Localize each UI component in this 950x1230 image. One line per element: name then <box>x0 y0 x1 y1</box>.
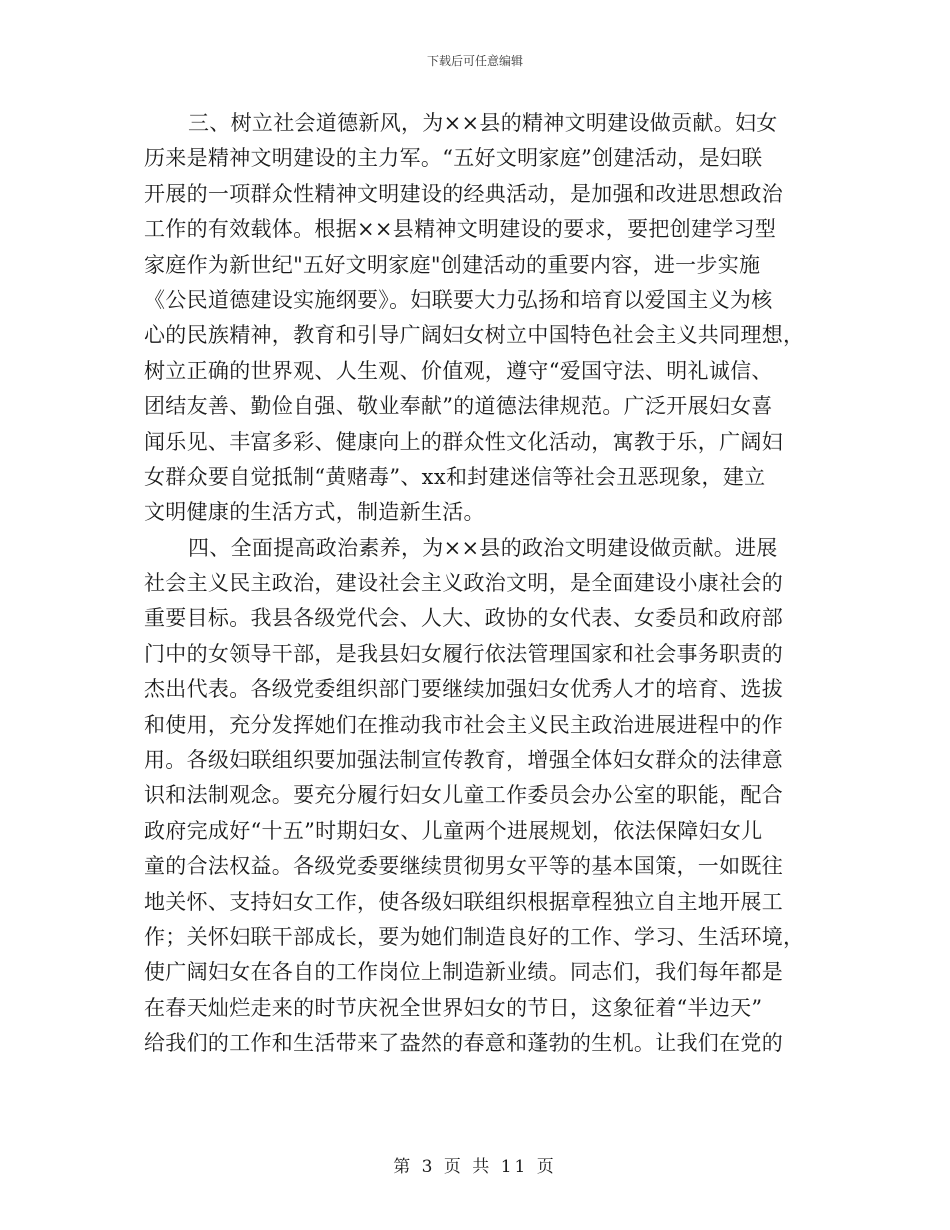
paragraph-line: 和使用，充分发挥她们在推动我市社会主义民主政治进展进程中的作 <box>144 712 783 737</box>
paragraph-line: 重要目标。我县各级党代会、人大、政协的女代表、女委员和政府部 <box>144 606 783 631</box>
paragraph-line: 树立正确的世界观、人生观、价值观，遵守“爱国守法、明礼诚信、 <box>144 358 773 383</box>
paragraph-line: 四、全面提高政治素养，为××县的政治文明建设做贡献。进展 <box>188 535 778 560</box>
document-body <box>144 106 804 1062</box>
paragraph-line: 童的合法权益。各级党委要继续贯彻男女平等的基本国策，一如既往 <box>144 854 783 879</box>
paragraph-line: 使广阔妇女在各自的工作岗位上制造新业绩。同志们，我们每年都是 <box>144 960 783 985</box>
paragraph-line: 闻乐见、丰富多彩、健康向上的群众性文化活动，寓教于乐，广阔妇 <box>144 429 783 454</box>
paragraph-line: 工作的有效载体。根据××县精神文明建设的要求，要把创建学习型 <box>144 217 777 242</box>
paragraph-line: 地关怀、支持妇女工作，使各级妇联组织根据章程独立自主地开展工 <box>144 889 783 914</box>
paragraph-line: 家庭作为新世纪"五好文明家庭"创建活动的重要内容，进一步实施 <box>144 252 761 277</box>
paragraph-line: 杰出代表。各级党委组织部门要继续加强妇女优秀人才的培育、选拔 <box>144 677 783 702</box>
paragraph-line: 社会主义民主政治，建设社会主义政治文明，是全面建设小康社会的 <box>144 571 783 596</box>
paragraph-line: 政府完成好“十五”时期妇女、儿童两个进展规划，依法保障妇女儿 <box>144 818 763 843</box>
paragraph-line: 女群众要自觉抵制“黄赌毒”、xx和封建迷信等社会丑恶现象，建立 <box>144 464 766 489</box>
paragraph-line: 《公民道德建设实施纲要》。妇联要大力弘扬和培育以爱国主义为核 <box>144 287 773 312</box>
paragraph-line: 开展的一项群众性精神文明建设的经典活动，是加强和改进思想政治 <box>144 181 783 206</box>
paragraph-line: 文明健康的生活方式，制造新生活。 <box>144 500 485 525</box>
paragraph-line: 心的民族精神，教育和引导广阔妇女树立中国特色社会主义共同理想， <box>144 323 805 348</box>
paragraph-line: 用。各级妇联组织要加强法制宣传教育，增强全体妇女群众的法律意 <box>144 748 783 773</box>
paragraph-4 <box>144 531 804 1062</box>
paragraph-line: 门中的女领导干部，是我县妇女履行依法管理国家和社会事务职责的 <box>144 641 783 666</box>
paragraph-line: 在春天灿烂走来的时节庆祝全世界妇女的节日，这象征着“半边天” <box>144 995 763 1020</box>
paragraph-line: 给我们的工作和生活带来了盎然的春意和蓬勃的生机。让我们在党的 <box>144 1031 783 1056</box>
paragraph-line: 作；关怀妇联干部成长，要为她们制造良好的工作、学习、生活环境， <box>144 924 805 949</box>
paragraph-line: 三、树立社会道德新风，为××县的精神文明建设做贡献。妇女 <box>188 111 778 135</box>
paragraph-3 <box>144 106 804 531</box>
paragraph-line: 识和法制观念。要充分履行妇女儿童工作委员会办公室的职能，配合 <box>144 783 783 808</box>
paragraph-line: 团结友善、勤俭自强、敬业奉献”的道德法律规范。广泛开展妇女喜 <box>144 394 773 419</box>
page-header: 下载后可任意编辑 <box>426 54 523 68</box>
page-number-footer: 第 3 页 共 11 页 <box>393 1157 557 1177</box>
paragraph-line: 历来是精神文明建设的主力军。“五好文明家庭”创建活动，是妇联 <box>144 146 763 171</box>
